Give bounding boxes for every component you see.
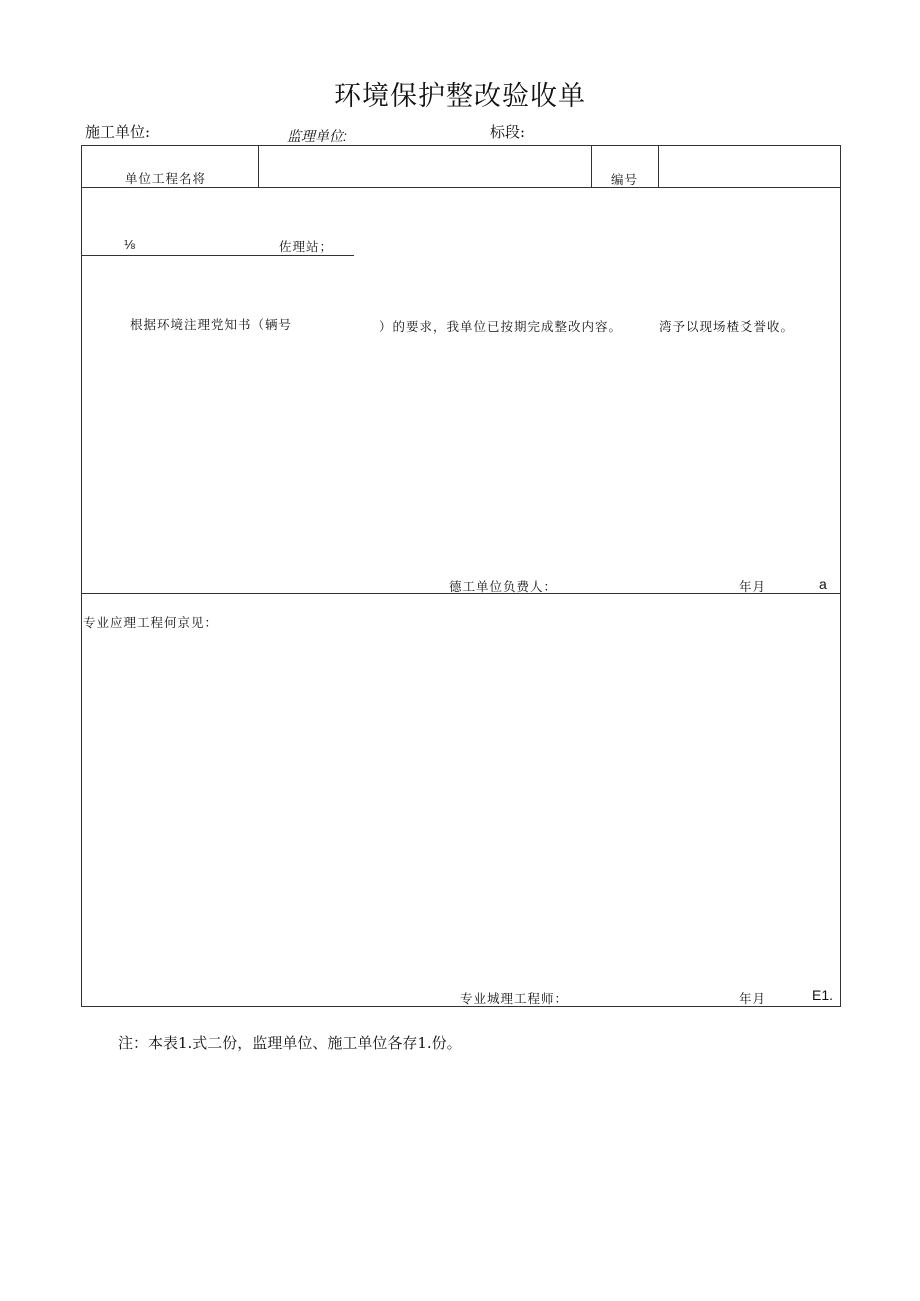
project-name-label: 单位工程名将 <box>125 171 207 186</box>
contractor-sign-label: 德工单位负费人： <box>449 579 558 594</box>
body-text-part1: 根据环境注理党知书（辆号 <box>130 317 293 332</box>
document-title: 环境保护整改验收单 <box>334 81 586 112</box>
engineer-date: 年月 <box>739 991 767 1006</box>
addressee-prefix: ⅛ <box>124 237 136 252</box>
body-text-part3: 湾予以现场楂爻誉收。 <box>659 319 795 334</box>
number-label: 编号 <box>611 172 639 187</box>
contractor-date-tail: a <box>819 576 827 592</box>
engineer-sign-label: 专业城理工程师： <box>460 991 569 1006</box>
addressee-underline <box>82 255 354 256</box>
divider <box>591 146 592 187</box>
section-label: 标段: <box>490 123 526 141</box>
contractor-date: 年月 <box>739 579 767 594</box>
divider <box>82 187 840 188</box>
supervisor-label: 监理单位: <box>287 128 347 144</box>
body-text-part2: ）的要求，我单位已按期完成整改内容。 <box>379 319 623 334</box>
opinion-label: 专业应理工程何京见： <box>83 615 219 630</box>
number-field[interactable] <box>659 147 839 186</box>
footnote: 注：本表1.式二份，监理单位、施工单位各存1.份。 <box>118 1034 462 1052</box>
project-name-field[interactable] <box>259 147 590 186</box>
station-label: 佐理站； <box>279 239 334 254</box>
engineer-date-tail: E1. <box>812 987 834 1003</box>
contractor-label: 施工单位: <box>85 123 151 141</box>
form-table <box>81 145 841 1007</box>
